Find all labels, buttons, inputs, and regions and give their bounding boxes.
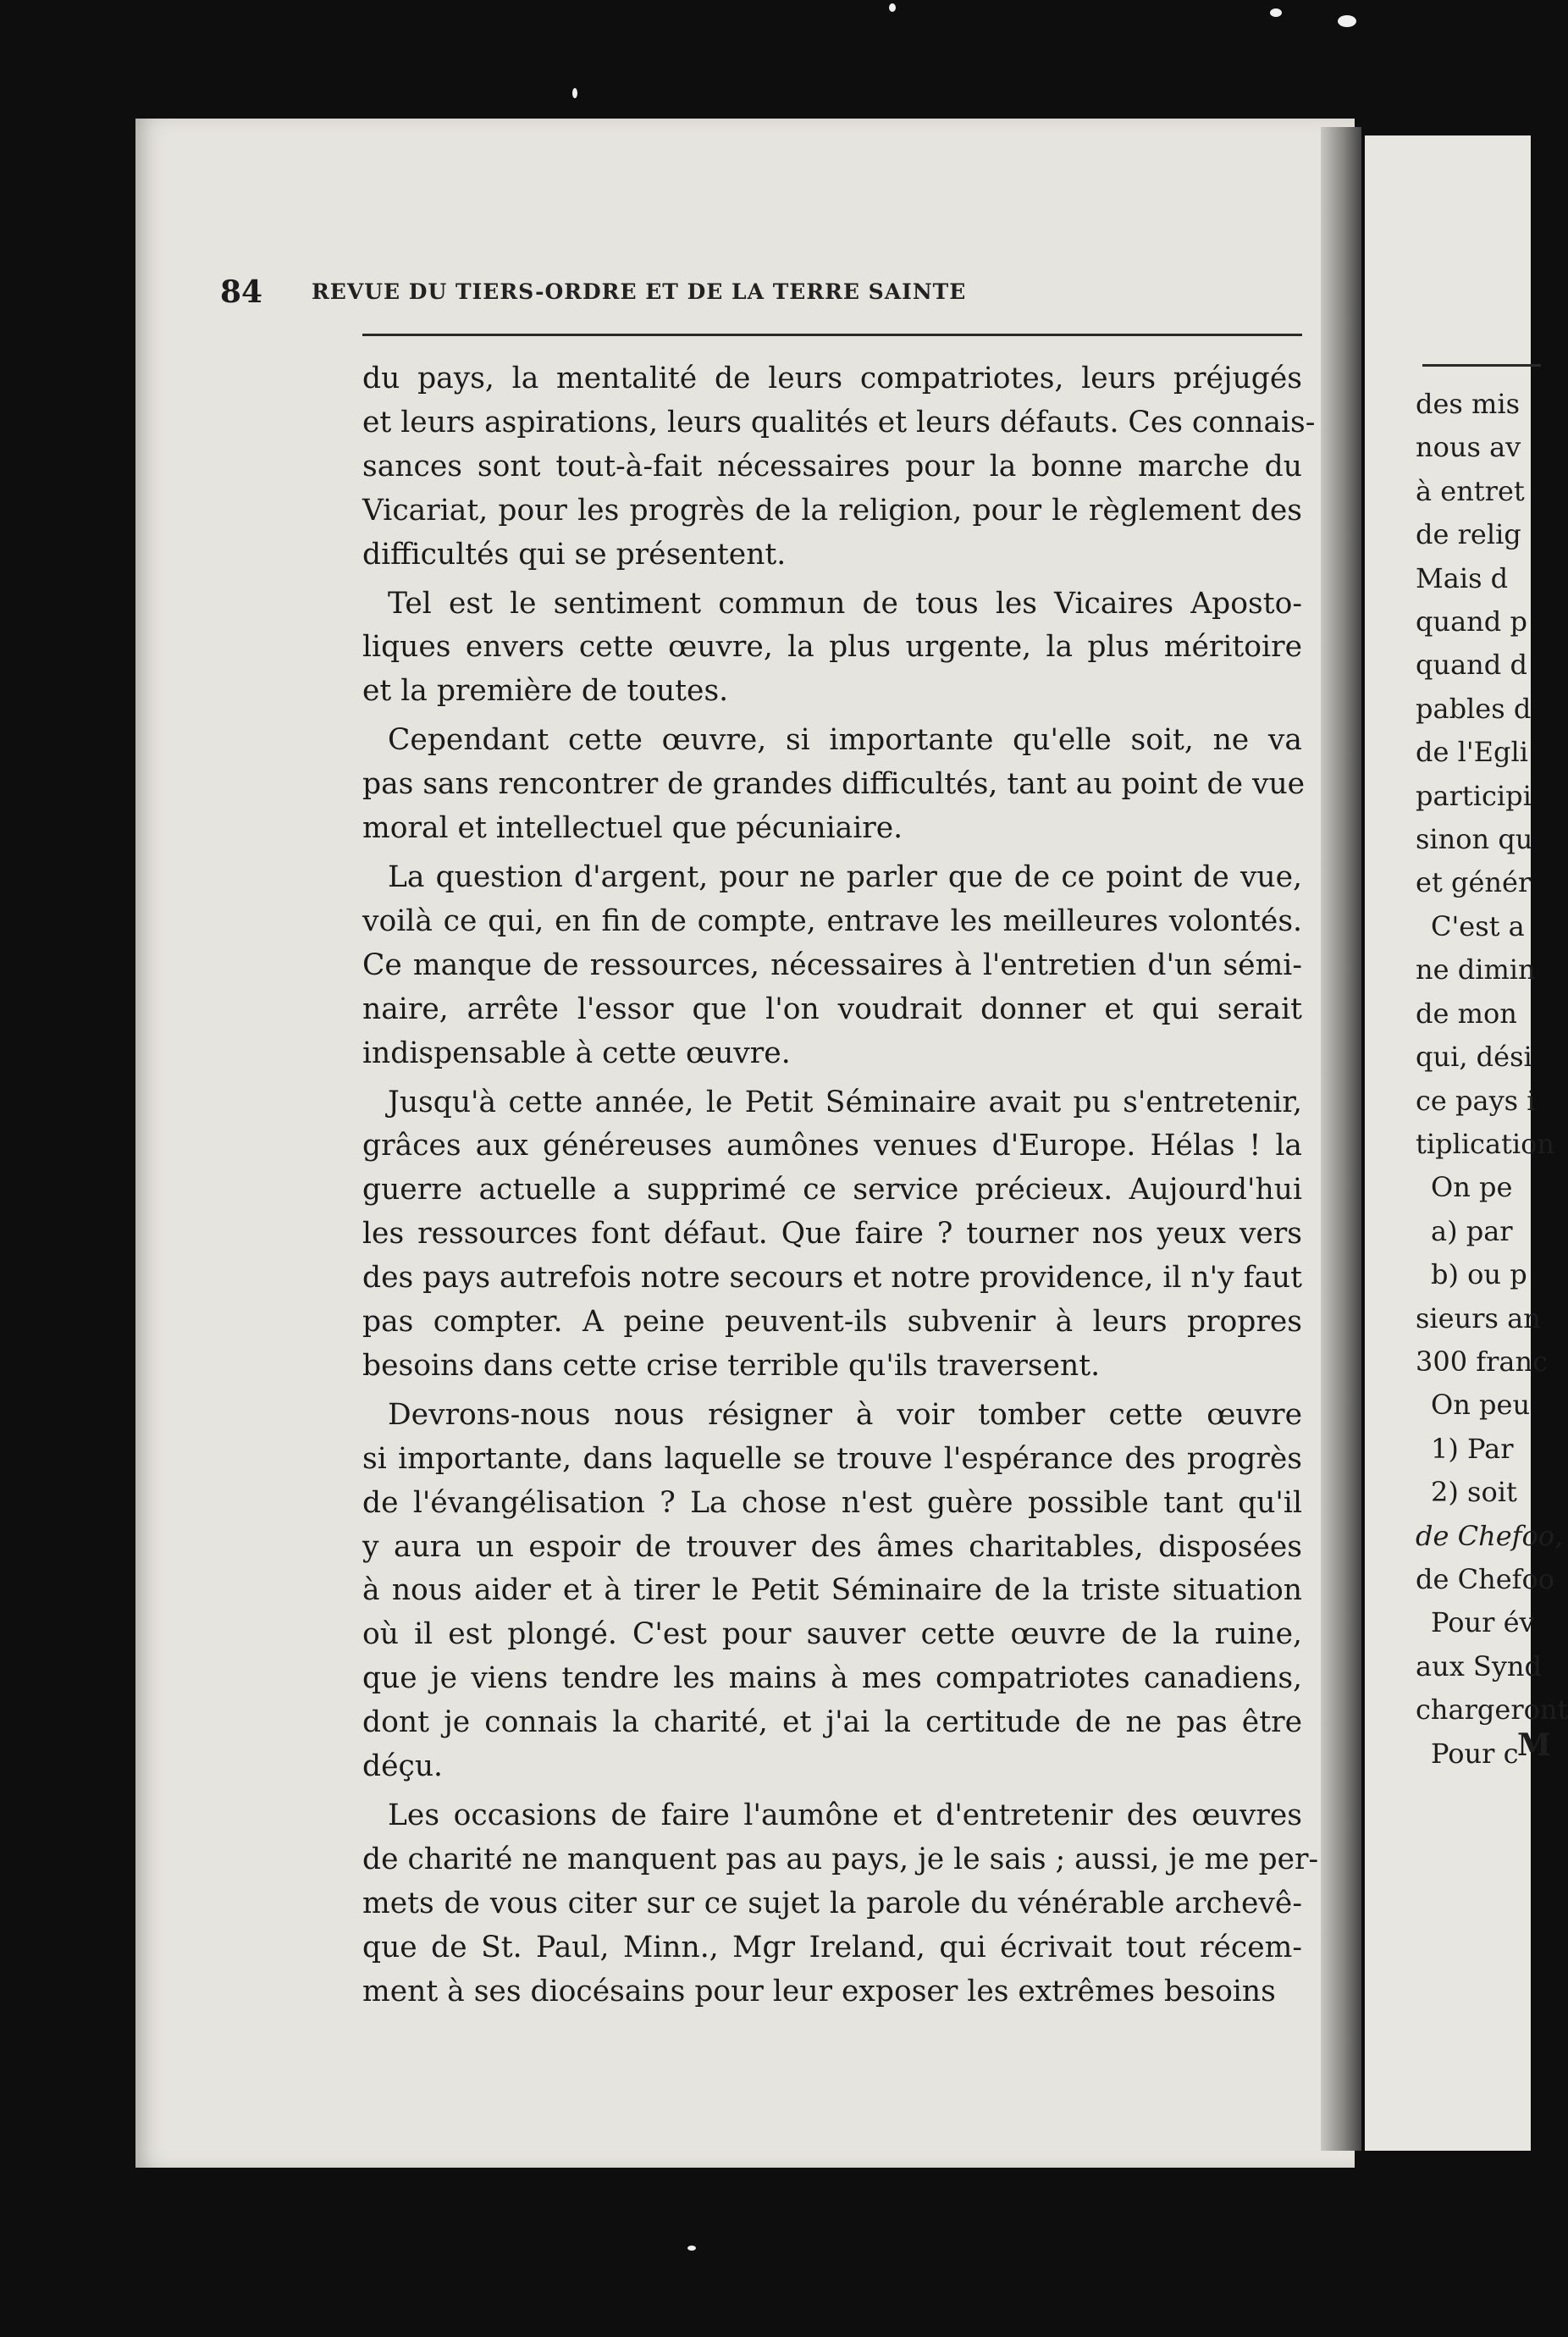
text-line: besoins dans cette crise terrible qu'ils traversent. <box>362 1348 1101 1383</box>
text-line: si importante, dans laquelle se trouve l'espérance des progrès <box>362 1441 1302 1476</box>
text-line: et la première de toutes. <box>362 674 729 709</box>
text-line: naire, arrête l'essor que l'on voudrait donner et qui serait <box>362 992 1302 1026</box>
text-line: Cependant cette œuvre, si importante qu'elle soit, ne va <box>388 723 1302 758</box>
facing-text-line: qui, dési <box>1416 1041 1532 1074</box>
text-line: Jusqu'à cette année, le Petit Séminaire avait pu s'entretenir, <box>388 1085 1302 1119</box>
facing-text-line: ce pays i <box>1416 1084 1536 1117</box>
facing-text-line: tiplication <box>1416 1127 1555 1160</box>
scan-speck <box>1270 8 1282 17</box>
text-line: déçu. <box>362 1749 444 1784</box>
body-text <box>362 357 1319 2019</box>
facing-text-line: On peu <box>1431 1389 1531 1422</box>
facing-text-line: b) ou p <box>1431 1258 1527 1291</box>
facing-text-line: C'est a <box>1431 909 1525 942</box>
facing-text-line: Mais d <box>1416 561 1509 594</box>
facing-text-line: quand d <box>1416 649 1527 682</box>
book-spine <box>1321 127 1361 2151</box>
text-line: La question d'argent, pour ne parler que de ce point de vue, <box>388 859 1302 894</box>
text-line: Les occasions de faire l'aumône et d'entretenir des œuvres <box>388 1798 1302 1832</box>
facing-text-line: ne dimin <box>1416 953 1536 986</box>
running-header <box>220 274 1304 329</box>
facing-text-line: de Chefoo, <box>1416 1519 1564 1552</box>
facing-page-letter: M <box>1517 1727 1551 1763</box>
facing-text-line: de l'Egli <box>1416 736 1528 769</box>
text-line: à nous aider et à tirer le Petit Séminaire de la triste situation <box>362 1573 1302 1608</box>
paragraph <box>362 583 1302 715</box>
facing-page-text <box>1416 383 1568 1776</box>
facing-text-line: des mis <box>1416 388 1521 420</box>
paragraph <box>362 719 1306 851</box>
page-number: 84 <box>220 274 263 310</box>
text-line: indispensable à cette œuvre. <box>362 1036 791 1070</box>
facing-text-line: quand p <box>1416 605 1527 638</box>
facing-text-line: sieurs an <box>1416 1301 1541 1334</box>
text-line: difficultés qui se présentent. <box>362 537 787 572</box>
text-line: sances sont tout-à-fait nécessaires pour la bonne marche du <box>362 449 1302 483</box>
running-title: REVUE DU TIERS-ORDRE ET DE LA TERRE SAINTE <box>312 279 967 304</box>
scan-speck <box>572 88 577 98</box>
facing-text-line: Pour c <box>1431 1737 1519 1770</box>
paragraph <box>362 357 1316 577</box>
facing-text-line: à entret <box>1416 474 1525 507</box>
facing-text-line: On pe <box>1431 1171 1513 1204</box>
facing-text-line: Pour év <box>1431 1606 1535 1639</box>
facing-text-line: de mon <box>1416 997 1517 1030</box>
text-line: de l'évangélisation ? La chose n'est guère possible tant qu'il <box>362 1485 1302 1520</box>
facing-text-line: et génér <box>1416 866 1532 899</box>
text-line: grâces aux généreuses aumônes venues d'Europe. Hélas ! la <box>362 1129 1302 1163</box>
text-line: liques envers cette œuvre, la plus urgente, la plus méritoire <box>362 630 1302 665</box>
facing-text-line: 2) soit <box>1431 1476 1517 1509</box>
facing-text-line: a) par <box>1431 1214 1513 1247</box>
text-line: Vicariat, pour les progrès de la religion, pour le règlement des <box>362 493 1302 528</box>
text-line: du pays, la mentalité de leurs compatriotes, leurs préjugés <box>362 362 1302 395</box>
text-line: Ce manque de ressources, nécessaires à l'entretien d'un sémi- <box>362 948 1302 982</box>
text-line: mets de vous citer sur ce sujet la parole du vénérable archevê- <box>362 1886 1302 1920</box>
text-line: guerre actuelle a supprimé ce service précieux. Aujourd'hui <box>362 1173 1302 1207</box>
text-line: et leurs aspirations, leurs qualités et leurs défauts. Ces connais- <box>362 405 1316 439</box>
facing-text-line: de relig <box>1416 518 1521 551</box>
text-line: pas compter. A peine peuvent-ils subvenir à leurs propres <box>362 1305 1302 1340</box>
text-line: ment à ses diocésains pour leur exposer les extrêmes besoins <box>362 1974 1276 2008</box>
facing-text-line: de Chefoo <box>1416 1562 1554 1595</box>
text-line: de charité ne manquent pas au pays, je le sais ; aussi, je me per- <box>362 1842 1319 1876</box>
text-line: dont je connais la charité, et j'ai la certitude de ne pas être <box>362 1705 1302 1740</box>
text-line: les ressources font défaut. Que faire ? tourner nos yeux vers <box>362 1217 1302 1251</box>
scan-speck <box>687 2246 696 2251</box>
text-line: Devrons-nous nous résigner à voir tomber cette œuvre <box>388 1397 1302 1432</box>
facing-text-line: nous av <box>1416 431 1521 464</box>
facing-page-rule <box>1422 364 1541 367</box>
header-rule <box>362 334 1302 336</box>
text-line: y aura un espoir de trouver des âmes charitables, disposées <box>362 1529 1302 1564</box>
text-line: voilà ce qui, en fin de compte, entrave les meilleures volontés. <box>362 903 1302 938</box>
facing-page-fragment <box>1365 135 1568 2151</box>
text-line: pas sans rencontrer de grandes difficultés, tant au point de vue <box>362 767 1306 802</box>
text-line: que de St. Paul, Minn., Mgr Ireland, qui écrivait tout récem- <box>362 1930 1302 1964</box>
paragraph <box>362 1394 1302 1789</box>
scan-speck <box>889 3 896 12</box>
text-line: que je viens tendre les mains à mes compatriotes canadiens, <box>362 1661 1302 1696</box>
facing-text-line: sinon qu <box>1416 823 1533 856</box>
facing-text-line: participi <box>1416 779 1532 812</box>
text-line: Tel est le sentiment commun de tous les Vicaires Aposto- <box>388 586 1302 621</box>
paragraph <box>362 1081 1302 1389</box>
facing-text-line: 1) Par <box>1431 1432 1514 1465</box>
text-line: où il est plongé. C'est pour sauver cette œuvre de la ruine, <box>362 1617 1302 1652</box>
text-line: des pays autrefois notre secours et notre providence, il n'y faut <box>362 1261 1302 1296</box>
scan-speck <box>1338 15 1356 27</box>
facing-text-line: aux Synd <box>1416 1649 1542 1682</box>
facing-text-line: 300 franc <box>1416 1345 1548 1378</box>
facing-text-line: pables d <box>1416 692 1532 725</box>
paragraph <box>362 856 1302 1076</box>
facing-text-line: chargeront <box>1416 1693 1568 1727</box>
paragraph <box>362 1794 1319 2014</box>
text-line: moral et intellectuel que pécuniaire. <box>362 811 903 846</box>
